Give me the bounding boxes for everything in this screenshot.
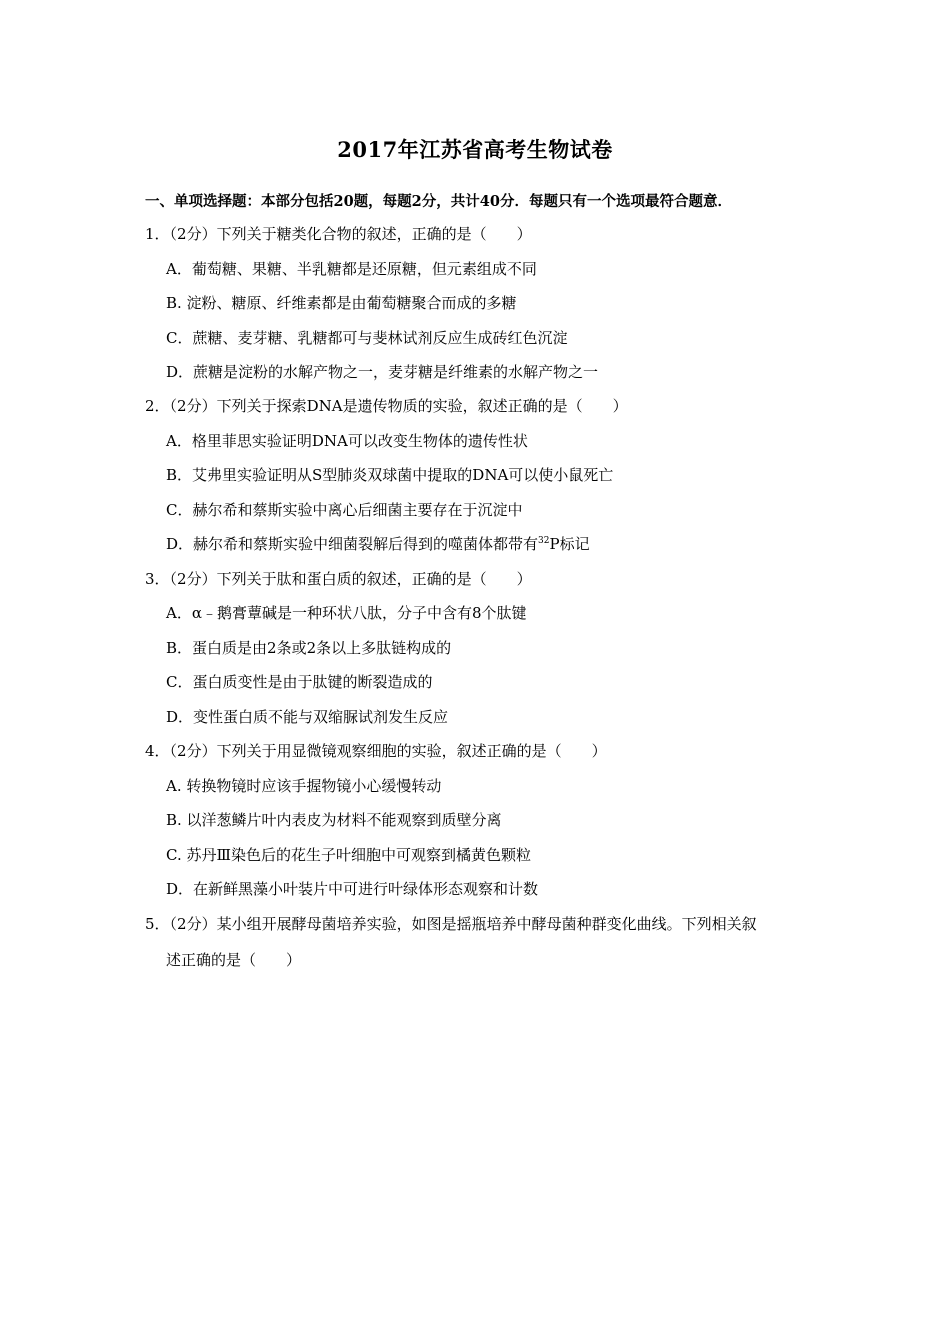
- question-5-stem-line2: 述正确的是（ ）: [166, 951, 302, 969]
- question-2-option-b: B．艾弗里实验证明从S型肺炎双球菌中提取的DNA可以使小鼠死亡: [166, 466, 614, 484]
- question-2-option-a: A．格里菲思实验证明DNA可以改变生物体的遗传性状: [166, 432, 528, 450]
- question-4-option-c: C. 苏丹Ⅲ染色后的花生子叶细胞中可观察到橘黄色颗粒: [166, 846, 531, 864]
- question-1-option-d: D．蔗糖是淀粉的水解产物之一，麦芽糖是纤维素的水解产物之一: [166, 363, 599, 381]
- question-3-option-c: C．蛋白质变性是由于肽键的断裂造成的: [166, 673, 433, 691]
- question-2-stem: 2．（2分）下列关于探索DNA是遗传物质的实验，叙述正确的是（ ）: [145, 397, 628, 415]
- question-2-option-d-prefix: D．赫尔希和蔡斯实验中细菌裂解后得到的噬菌体都带有: [166, 535, 539, 553]
- question-4-option-d: D．在新鲜黑藻小叶装片中可进行叶绿体形态观察和计数: [166, 880, 539, 898]
- question-1-option-c: C．蔗糖、麦芽糖、乳糖都可与斐林试剂反应生成砖红色沉淀: [166, 329, 568, 347]
- question-3-option-a: A．α﹣鹅膏蕈碱是一种环状八肽，分子中含有8个肽键: [166, 604, 527, 622]
- question-3-stem: 3．（2分）下列关于肽和蛋白质的叙述，正确的是（ ）: [145, 570, 532, 588]
- question-1-option-a: A．葡萄糖、果糖、半乳糖都是还原糖，但元素组成不同: [166, 260, 537, 278]
- question-3-option-b: B．蛋白质是由2条或2条以上多肽链构成的: [166, 639, 452, 657]
- question-2-option-c: C．赫尔希和蔡斯实验中离心后细菌主要存在于沉淀中: [166, 501, 523, 519]
- question-5-stem-line1: 5．（2分）某小组开展酵母菌培养实验，如图是摇瓶培养中酵母菌种群变化曲线。下列相关叙: [145, 915, 757, 933]
- page-title: 2017年江苏省高考生物试卷: [337, 137, 613, 162]
- question-2-option-d-suffix: P标记: [549, 535, 590, 553]
- question-1-option-b: B. 淀粉、糖原、纤维素都是由葡萄糖聚合而成的多糖: [166, 294, 517, 312]
- question-4-stem: 4．（2分）下列关于用显微镜观察细胞的实验，叙述正确的是（ ）: [145, 742, 607, 760]
- question-2-option-d: [166, 534, 590, 554]
- section-heading: 一、单项选择题：本部分包括20题，每题2分，共计40分．每题只有一个选项最符合题意．: [145, 193, 732, 210]
- question-4-option-a: A. 转换物镜时应该手握物镜小心缓慢转动: [166, 777, 442, 795]
- question-3-option-d: D．变性蛋白质不能与双缩脲试剂发生反应: [166, 708, 449, 726]
- question-1-stem: 1．（2分）下列关于糖类化合物的叙述，正确的是（ ）: [145, 225, 532, 243]
- isotope-superscript: 32: [538, 536, 550, 546]
- question-4-option-b: B. 以洋葱鳞片叶内表皮为材料不能观察到质壁分离: [166, 811, 502, 829]
